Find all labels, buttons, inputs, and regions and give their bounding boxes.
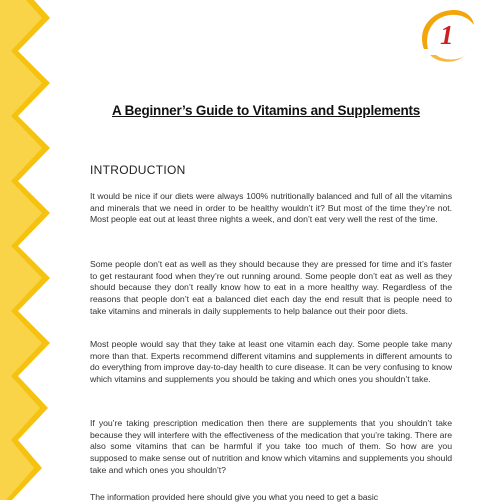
paragraph: Some people don’t eat as well as they should because they are pressed for time and it’s faster to get restaurant food when they’re out running around. Some people don’t eat as well as they should because they don’t really know how to eat in a more healthy way. Regardless of the reasons that people don’t eat a balanced diet each day the end result that is people need to take vitamins and minerals in daily supplements to help balance out their poor diets. <box>90 259 452 316</box>
paragraph: It would be nice if our diets were always 100% nutritionally balanced and full of all the vitamins and minerals that we need in order to be healthy wouldn’t it? But most of the time they’re not. Most people eat out at least three nights a week, and don’t eat very well the rest of the time. <box>90 191 452 225</box>
paragraph: The information provided here should give you what you need to get a basic <box>90 492 378 502</box>
zigzag-border <box>0 0 70 500</box>
document-title: A Beginner’s Guide to Vitamins and Supplements <box>112 103 421 118</box>
paragraph: If you’re taking prescription medication then there are supplements that you shouldn’t take because they will interfere with the effectiveness of the medication that you’re taking. There are also some vitamins that can be harmful if you take too much of them. So how are you supposed to make sense out of nutrition and know which vitamins and supplements you should take and which ones you shouldn’t? <box>90 418 452 475</box>
page-number: 1 <box>440 20 454 50</box>
paragraph: Most people would say that they take at least one vitamin each day. Some people take many more than that. Experts recommend different vitamins and supplements in different amounts to do everything from improve day-to-day health to cure disease. It can be very confusing to know which vitamins and supplements you should be taking and which ones you shouldn’t take. <box>90 339 452 385</box>
section-heading: INTRODUCTION <box>90 163 186 177</box>
